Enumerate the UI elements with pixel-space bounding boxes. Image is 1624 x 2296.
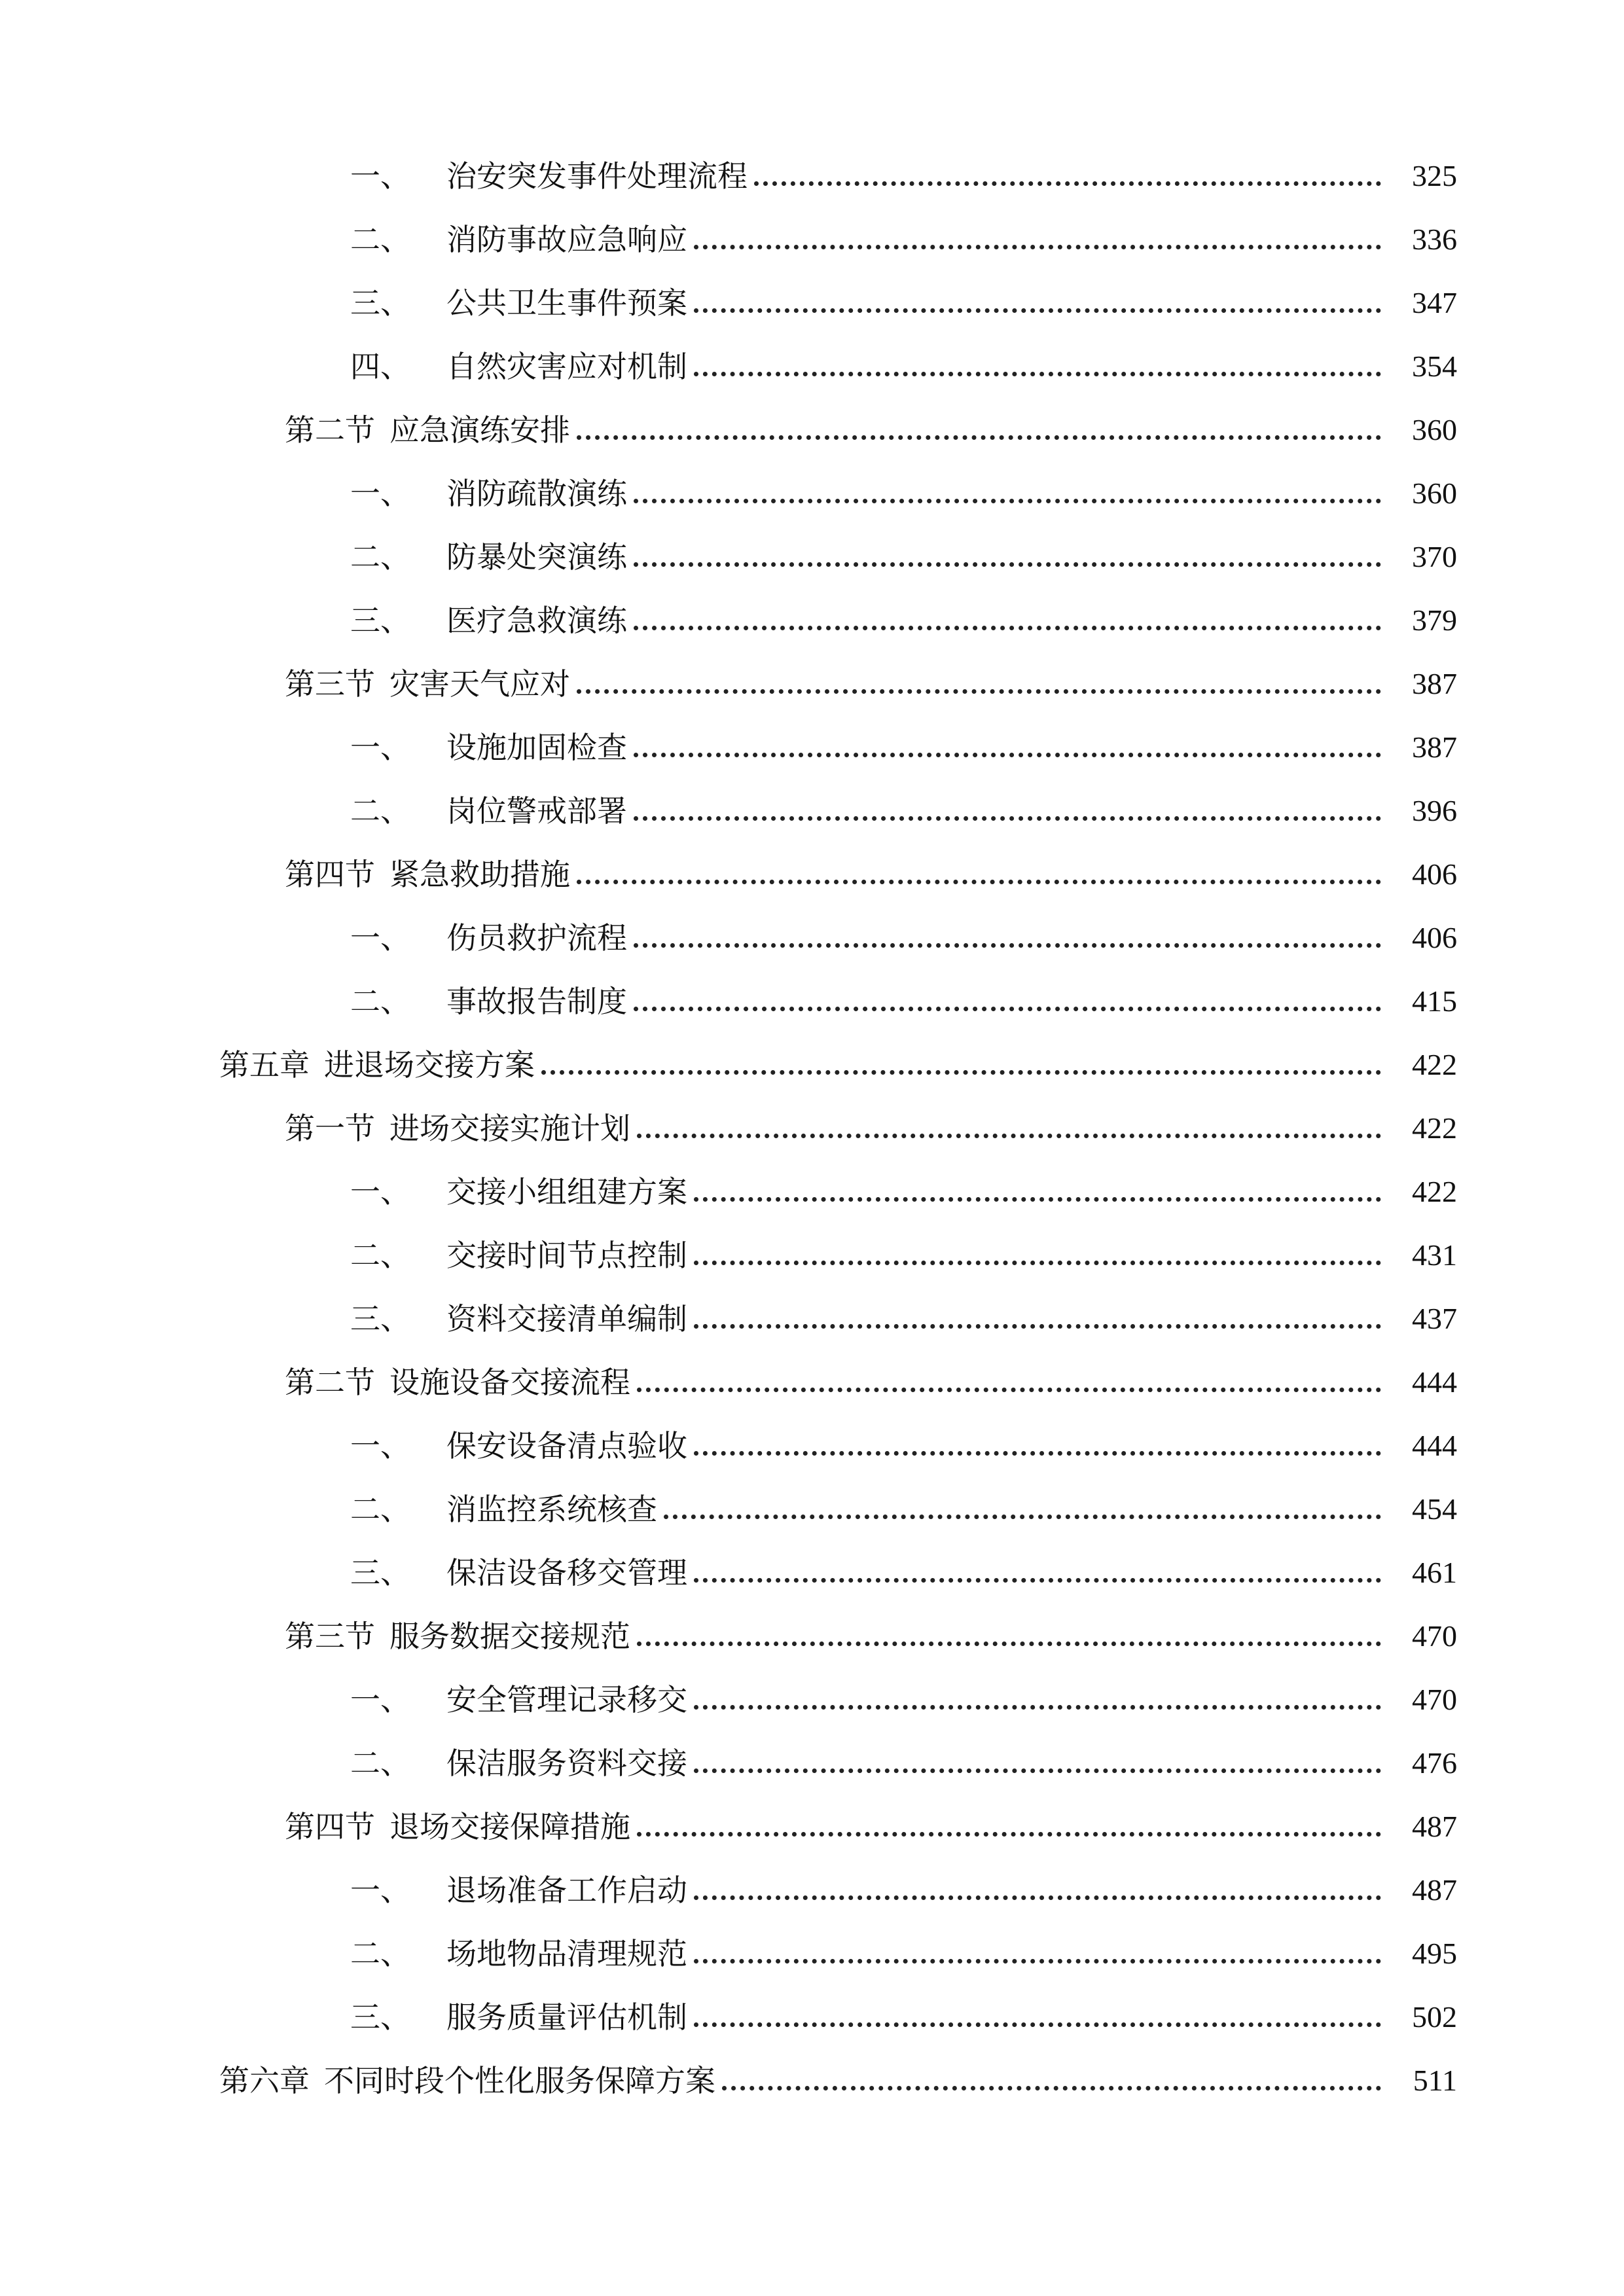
toc-entry-number: 三、	[350, 1300, 410, 1336]
toc-entry-title: 不同时段个性化服务保障方案	[324, 2062, 715, 2098]
toc-subsection-entry[interactable]	[0, 207, 1624, 271]
toc-dot-leader	[634, 1007, 1381, 1011]
toc-page-number: 360	[1412, 476, 1457, 510]
toc-entry-number: 第五章	[219, 1047, 310, 1083]
toc-subsection-entry[interactable]	[0, 1731, 1624, 1795]
toc-entry-title: 应急演练安排	[389, 412, 570, 448]
toc-section-entry[interactable]	[0, 842, 1624, 906]
toc-dot-leader	[577, 880, 1381, 884]
toc-subsection-entry[interactable]	[0, 715, 1624, 779]
toc-entry-number: 一、	[350, 1872, 410, 1908]
toc-dot-leader	[694, 1768, 1381, 1773]
toc-dot-leader	[634, 499, 1381, 503]
toc-dot-leader	[634, 943, 1381, 948]
toc-dot-leader	[634, 626, 1381, 630]
toc-entry-title: 消防疏散演练	[446, 475, 627, 511]
toc-dot-leader	[754, 181, 1381, 186]
toc-entry-number: 二、	[350, 1935, 410, 1971]
toc-page-number: 444	[1412, 1365, 1457, 1399]
toc-entry-title: 设施加固检查	[446, 729, 627, 765]
toc-subsection-entry[interactable]	[0, 779, 1624, 842]
toc-page-number: 437	[1412, 1301, 1457, 1335]
toc-page-number: 370	[1412, 539, 1457, 573]
toc-entry-number: 第四节	[285, 856, 375, 892]
toc-entry-title: 紧急救助措施	[389, 856, 570, 892]
toc-dot-leader	[634, 816, 1381, 821]
toc-page-number: 422	[1412, 1047, 1457, 1081]
toc-subsection-entry[interactable]	[0, 906, 1624, 969]
toc-page-number: 406	[1412, 920, 1457, 954]
toc-entry-number: 三、	[350, 285, 410, 321]
toc-entry-number: 三、	[350, 1554, 410, 1590]
toc-section-entry[interactable]	[0, 398, 1624, 461]
toc-page-number: 444	[1412, 1428, 1457, 1462]
table-of-contents	[0, 144, 1624, 2112]
toc-entry-number: 二、	[350, 1491, 410, 1527]
toc-entry-title: 治安突发事件处理流程	[446, 158, 748, 194]
toc-dot-leader	[694, 1197, 1381, 1202]
toc-dot-leader	[694, 1578, 1381, 1583]
toc-page-number: 325	[1412, 158, 1457, 192]
toc-entry-number: 一、	[350, 1174, 410, 1210]
toc-page-number: 422	[1412, 1111, 1457, 1145]
toc-entry-title: 灾害天气应对	[389, 666, 570, 702]
toc-dot-leader	[634, 753, 1381, 757]
toc-entry-title: 退场交接保障措施	[389, 1808, 630, 1844]
toc-dot-leader	[722, 2086, 1381, 2090]
toc-entry-title: 退场准备工作启动	[446, 1872, 687, 1908]
toc-entry-number: 四、	[350, 348, 410, 384]
toc-subsection-entry[interactable]	[0, 1668, 1624, 1731]
toc-page-number: 476	[1412, 1746, 1457, 1780]
toc-dot-leader	[637, 1832, 1381, 1837]
toc-section-entry[interactable]	[0, 1350, 1624, 1414]
toc-entry-title: 交接小组组建方案	[446, 1174, 687, 1210]
toc-page-number: 396	[1412, 793, 1457, 827]
toc-entry-title: 消防事故应急响应	[446, 221, 687, 257]
toc-subsection-entry[interactable]	[0, 1985, 1624, 2049]
toc-entry-number: 一、	[350, 158, 410, 194]
toc-page-number: 431	[1412, 1238, 1457, 1272]
toc-subsection-entry[interactable]	[0, 1287, 1624, 1350]
toc-entry-title: 场地物品清理规范	[446, 1935, 687, 1971]
toc-entry-number: 第二节	[285, 412, 375, 448]
toc-page-number: 360	[1412, 412, 1457, 446]
toc-dot-leader	[694, 372, 1381, 376]
toc-entry-title: 设施设备交接流程	[389, 1364, 630, 1400]
toc-subsection-entry[interactable]	[0, 588, 1624, 652]
toc-page-number: 379	[1412, 603, 1457, 637]
toc-entry-number: 一、	[350, 729, 410, 765]
toc-dot-leader	[694, 1705, 1381, 1710]
toc-dot-leader	[694, 245, 1381, 249]
toc-subsection-entry[interactable]	[0, 1858, 1624, 1922]
toc-entry-number: 二、	[350, 1745, 410, 1781]
toc-page-number: 406	[1412, 857, 1457, 891]
toc-entry-number: 二、	[350, 539, 410, 575]
toc-entry-title: 服务质量评估机制	[446, 1999, 687, 2035]
toc-entry-number: 一、	[350, 1681, 410, 1717]
toc-section-entry[interactable]	[0, 1096, 1624, 1160]
toc-page-number: 415	[1412, 984, 1457, 1018]
toc-chapter-entry[interactable]	[0, 2049, 1624, 2112]
toc-dot-leader	[664, 1515, 1381, 1519]
toc-dot-leader	[634, 562, 1381, 567]
toc-entry-number: 第三节	[285, 1618, 375, 1654]
toc-entry-number: 三、	[350, 1999, 410, 2035]
toc-subsection-entry[interactable]	[0, 1223, 1624, 1287]
toc-entry-number: 一、	[350, 475, 410, 511]
toc-entry-number: 第一节	[285, 1110, 375, 1146]
toc-page-number: 461	[1412, 1555, 1457, 1589]
toc-entry-number: 三、	[350, 602, 410, 638]
toc-subsection-entry[interactable]	[0, 461, 1624, 525]
toc-dot-leader	[694, 1261, 1381, 1265]
toc-dot-leader	[694, 1959, 1381, 1964]
toc-entry-number: 第四节	[285, 1808, 375, 1844]
toc-subsection-entry[interactable]	[0, 525, 1624, 588]
toc-entry-title: 消监控系统核查	[446, 1491, 657, 1527]
toc-dot-leader	[694, 1895, 1381, 1900]
toc-subsection-entry[interactable]	[0, 1477, 1624, 1541]
toc-dot-leader	[694, 1451, 1381, 1456]
toc-dot-leader	[577, 435, 1381, 440]
toc-page-number: 470	[1412, 1682, 1457, 1716]
toc-page-number: 470	[1412, 1619, 1457, 1653]
toc-entry-title: 公共卫生事件预案	[446, 285, 687, 321]
toc-entry-number: 二、	[350, 1237, 410, 1273]
toc-section-entry[interactable]	[0, 1795, 1624, 1858]
toc-page-number: 354	[1412, 349, 1457, 383]
toc-page-number: 387	[1412, 730, 1457, 764]
toc-subsection-entry[interactable]	[0, 1541, 1624, 1604]
toc-entry-title: 伤员救护流程	[446, 920, 627, 956]
toc-dot-leader	[694, 1324, 1381, 1329]
toc-entry-title: 资料交接清单编制	[446, 1300, 687, 1336]
toc-entry-title: 自然灾害应对机制	[446, 348, 687, 384]
toc-entry-title: 防暴处突演练	[446, 539, 627, 575]
toc-entry-title: 服务数据交接规范	[389, 1618, 630, 1654]
toc-subsection-entry[interactable]	[0, 1414, 1624, 1477]
toc-entry-number: 第二节	[285, 1364, 375, 1400]
toc-page-number: 336	[1412, 222, 1457, 256]
toc-entry-number: 第六章	[219, 2062, 310, 2098]
toc-dot-leader	[577, 689, 1381, 694]
toc-page-number: 511	[1413, 2063, 1457, 2097]
toc-entry-number: 二、	[350, 221, 410, 257]
toc-page-number: 487	[1412, 1809, 1457, 1843]
toc-chapter-entry[interactable]	[0, 1033, 1624, 1096]
toc-entry-number: 一、	[350, 1427, 410, 1463]
toc-entry-title: 保洁设备移交管理	[446, 1554, 687, 1590]
toc-entry-number: 第三节	[285, 666, 375, 702]
toc-entry-title: 保安设备清点验收	[446, 1427, 687, 1463]
toc-entry-title: 保洁服务资料交接	[446, 1745, 687, 1781]
toc-page-number: 387	[1412, 666, 1457, 700]
toc-section-entry[interactable]	[0, 652, 1624, 715]
toc-entry-title: 事故报告制度	[446, 983, 627, 1019]
toc-entry-title: 医疗急救演练	[446, 602, 627, 638]
toc-subsection-entry[interactable]	[0, 969, 1624, 1033]
toc-entry-title: 交接时间节点控制	[446, 1237, 687, 1273]
toc-subsection-entry[interactable]	[0, 334, 1624, 398]
toc-section-entry[interactable]	[0, 1604, 1624, 1668]
toc-entry-title: 进场交接实施计划	[389, 1110, 630, 1146]
toc-page-number: 347	[1412, 285, 1457, 319]
toc-subsection-entry[interactable]	[0, 144, 1624, 207]
toc-page-number: 502	[1412, 2000, 1457, 2034]
toc-entry-title: 进退场交接方案	[324, 1047, 535, 1083]
toc-dot-leader	[637, 1388, 1381, 1392]
toc-page-number: 422	[1412, 1174, 1457, 1208]
toc-dot-leader	[694, 2022, 1381, 2027]
toc-subsection-entry[interactable]	[0, 271, 1624, 334]
toc-dot-leader	[694, 308, 1381, 313]
toc-entry-title: 安全管理记录移交	[446, 1681, 687, 1717]
toc-dot-leader	[637, 1134, 1381, 1138]
toc-dot-leader	[541, 1070, 1381, 1075]
toc-subsection-entry[interactable]	[0, 1160, 1624, 1223]
toc-subsection-entry[interactable]	[0, 1922, 1624, 1985]
toc-page-number: 454	[1412, 1492, 1457, 1526]
toc-page-number: 495	[1412, 1936, 1457, 1970]
toc-page-number: 487	[1412, 1873, 1457, 1907]
toc-entry-number: 二、	[350, 983, 410, 1019]
toc-entry-title: 岗位警戒部署	[446, 793, 627, 829]
toc-entry-number: 一、	[350, 920, 410, 956]
toc-dot-leader	[637, 1641, 1381, 1646]
toc-entry-number: 二、	[350, 793, 410, 829]
